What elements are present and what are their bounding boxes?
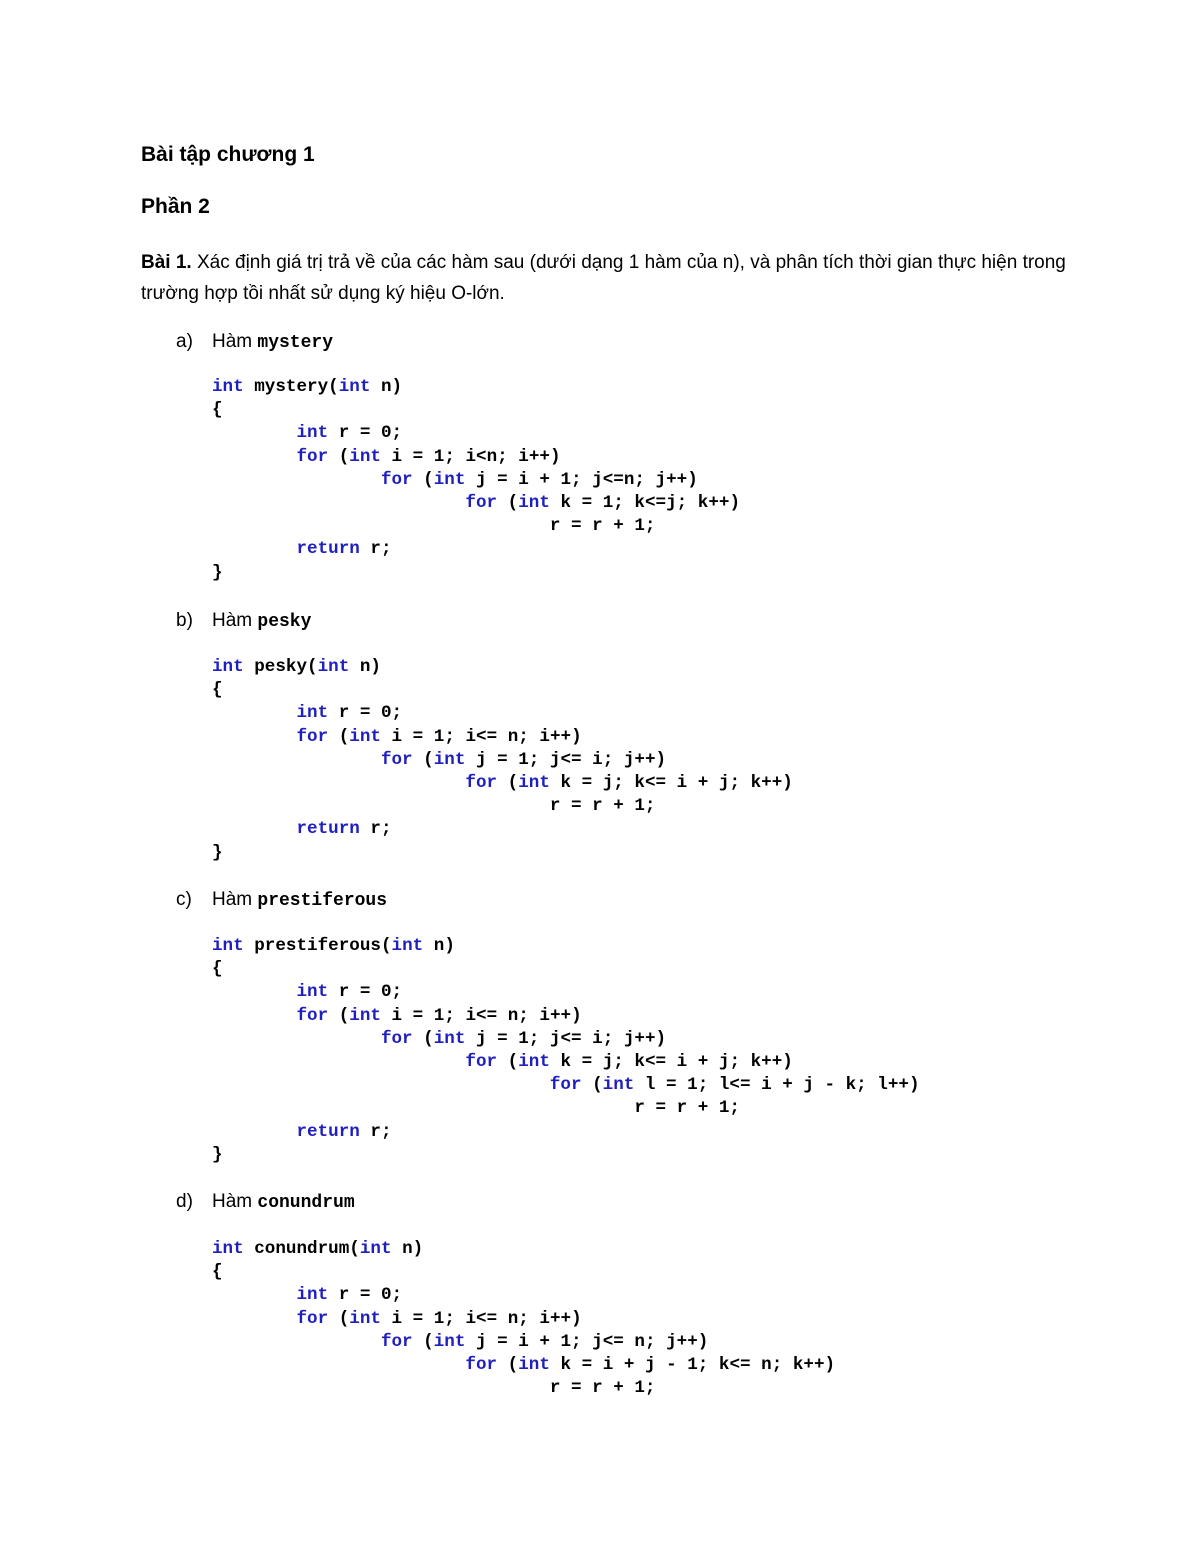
section-heading: Phần 2 [141, 195, 210, 218]
code-keyword: for [296, 446, 329, 467]
code-keyword: int [359, 1239, 392, 1259]
item-prefix: Hàm [212, 331, 258, 352]
item-marker: a) [176, 331, 193, 352]
code-keyword: for [549, 1075, 582, 1096]
item-prefix: Hàm [212, 610, 258, 631]
code-block-pesky [212, 656, 793, 865]
code-keyword: int [518, 1052, 550, 1073]
code-line: int conundrum(int n) [212, 1239, 424, 1259]
item-marker: c) [176, 889, 192, 910]
code-line: int prestiferous(int n) [212, 936, 455, 956]
code-keyword: int [212, 936, 244, 956]
code-line: { [212, 1262, 223, 1283]
function-item-pesky [176, 609, 311, 633]
exercise-text: Xác định giá trị trả về của các hàm sau (dưới dạng 1 hàm của n), và phân tích thời gian thực hiện trong trường hợp tồi nhất sử dụng ký hiệu O-lớn. [141, 252, 1066, 304]
code-line: int r = 0; [296, 982, 403, 1003]
code-keyword: int [518, 493, 550, 514]
code-keyword: int [317, 657, 350, 677]
code-line: return r; [296, 1121, 392, 1142]
code-keyword: int [212, 657, 244, 677]
code-line: int pesky(int n) [212, 657, 381, 677]
function-item-conundrum [176, 1190, 355, 1214]
code-keyword: for [296, 1005, 329, 1026]
code-keyword: for [380, 749, 413, 770]
code-keyword: int [518, 773, 550, 794]
code-line: int r = 0; [296, 703, 403, 724]
code-keyword: int [296, 703, 329, 724]
code-line: for (int j = i + 1; j<= n; j++) [380, 1331, 709, 1352]
code-line: r = r + 1; [634, 1098, 740, 1119]
code-line: for (int l = 1; l<= i + j - k; l++) [549, 1075, 920, 1096]
code-line: } [212, 842, 223, 863]
code-line: r = r + 1; [549, 516, 656, 537]
code-line: { [212, 400, 223, 421]
code-keyword: int [349, 1308, 381, 1329]
code-keyword: int [349, 726, 381, 747]
document-title: Bài tập chương 1 [141, 143, 315, 166]
code-keyword: int [296, 423, 329, 444]
item-prefix: Hàm [212, 889, 258, 910]
code-keyword: int [349, 1005, 381, 1026]
code-keyword: for [296, 726, 329, 747]
code-line: for (int i = 1; i<= n; i++) [296, 726, 582, 747]
code-line: } [212, 1144, 223, 1165]
code-keyword: int [296, 1285, 329, 1306]
code-keyword: for [380, 469, 413, 490]
function-name: conundrum [257, 1193, 355, 1213]
function-item-prestiferous [176, 888, 387, 912]
code-keyword: int [433, 1028, 466, 1049]
code-keyword: int [391, 936, 424, 956]
code-keyword: return [296, 819, 360, 840]
code-keyword: int [212, 1239, 244, 1259]
code-line: r = r + 1; [549, 1378, 656, 1399]
code-keyword: for [380, 1028, 413, 1049]
code-line: r = r + 1; [549, 796, 656, 817]
function-name: pesky [257, 612, 312, 632]
code-keyword: int [602, 1075, 635, 1096]
item-marker: b) [176, 610, 193, 631]
code-line: int r = 0; [296, 423, 403, 444]
code-line: { [212, 680, 223, 701]
code-keyword: int [433, 469, 466, 490]
code-block-mystery [212, 376, 740, 585]
code-keyword: int [212, 377, 244, 397]
code-keyword: for [465, 1355, 498, 1376]
code-line: for (int i = 1; i<= n; i++) [296, 1308, 582, 1329]
code-line: return r; [296, 539, 392, 560]
code-keyword: int [433, 749, 466, 770]
exercise-statement [141, 247, 1071, 309]
code-keyword: int [338, 377, 371, 397]
code-keyword: for [380, 1331, 413, 1352]
code-line: { [212, 959, 223, 980]
code-line: for (int j = i + 1; j<=n; j++) [380, 469, 698, 490]
item-marker: d) [176, 1191, 193, 1212]
code-keyword: for [465, 493, 498, 514]
code-line: return r; [296, 819, 392, 840]
code-line: int r = 0; [296, 1285, 403, 1306]
code-keyword: for [465, 1052, 498, 1073]
code-keyword: return [296, 1121, 360, 1142]
code-line: for (int j = 1; j<= i; j++) [380, 1028, 667, 1049]
code-line: for (int k = j; k<= i + j; k++) [465, 773, 793, 794]
code-keyword: int [296, 982, 329, 1003]
function-name: mystery [257, 333, 334, 353]
code-line: for (int k = 1; k<=j; k++) [465, 493, 741, 514]
code-keyword: for [296, 1308, 329, 1329]
code-keyword: for [465, 773, 498, 794]
function-name: prestiferous [257, 891, 388, 911]
code-keyword: int [518, 1355, 550, 1376]
code-line: for (int k = j; k<= i + j; k++) [465, 1052, 793, 1073]
code-keyword: int [349, 446, 381, 467]
exercise-label: Bài 1. [141, 252, 192, 273]
code-block-conundrum [212, 1238, 835, 1400]
code-line: for (int j = 1; j<= i; j++) [380, 749, 667, 770]
code-line: for (int i = 1; i<= n; i++) [296, 1005, 582, 1026]
code-line: for (int k = i + j - 1; k<= n; k++) [465, 1355, 836, 1376]
function-item-mystery [176, 330, 333, 354]
code-keyword: int [433, 1331, 466, 1352]
item-prefix: Hàm [212, 1191, 258, 1212]
code-keyword: return [296, 539, 360, 560]
code-line: for (int i = 1; i<n; i++) [296, 446, 561, 467]
code-block-prestiferous [212, 935, 920, 1167]
code-line: } [212, 562, 223, 583]
code-line: int mystery(int n) [212, 377, 403, 397]
